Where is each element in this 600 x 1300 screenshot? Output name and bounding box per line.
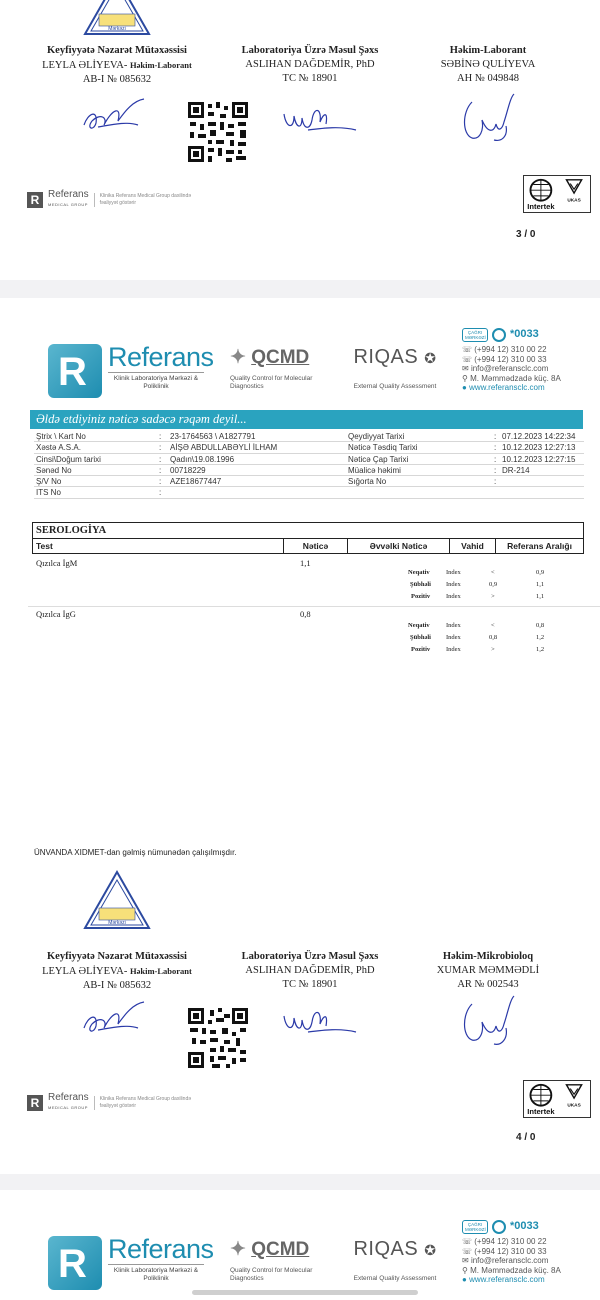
verification-qr-code xyxy=(186,100,250,164)
info-row: Ştrix \ Kart No : 23-1764563 \ A1827791 Qeydiyyat Tarixi : 07.12.2023 14:22:34 xyxy=(34,431,584,442)
signer-role: Laboratoriya Üzrə Məsul Şəxs xyxy=(241,45,379,56)
address: M. Məmmədzadə küç. 8A xyxy=(470,1265,561,1275)
test-value: 0,8 xyxy=(300,609,311,619)
signer-quality-specialist xyxy=(22,950,212,993)
intertek-ukas-badge xyxy=(523,175,591,213)
page-scrollbar[interactable] xyxy=(192,1290,418,1295)
range-high: 0,9 xyxy=(536,569,545,576)
range-high: 1,2 xyxy=(536,634,545,641)
brand-name: Referans xyxy=(108,342,214,372)
email-link[interactable]: info@referansclc.com xyxy=(470,1256,549,1265)
contact-block: ÇAĞRI MƏRKƏZİ *0033 ☏ (+994 12) 310 00 22 ☏ (+994 12) 310 00 33 ✉ info@referansclc.com ⚲ M. Məmmədzadə küç. 8A ● www.referansclc.com xyxy=(462,328,561,392)
intertek-text: Intertek xyxy=(527,1107,555,1117)
hotline-number: *0033 xyxy=(510,328,539,341)
footer-brand: Referans xyxy=(48,189,89,200)
range-unit: Index xyxy=(446,646,461,653)
signer-role: Keyfiyyətə Nəzarət Mütəxəssisi xyxy=(47,951,187,962)
signer-name: ASLIHAN DAĞDEMİR, PhD xyxy=(245,965,375,976)
qcmd-title: QCMD xyxy=(251,1239,310,1260)
range-unit: Index xyxy=(446,593,461,600)
riqas-subtitle: External Quality Assessment xyxy=(353,1275,437,1282)
test-name: Qızılca İgG xyxy=(36,609,76,619)
phone-1: (+994 12) 310 00 22 xyxy=(474,345,547,354)
range-low: 0,9 xyxy=(489,581,498,588)
range-op: > xyxy=(491,593,495,600)
hotline-number: *0033 xyxy=(510,1220,539,1233)
brand-name: Referans xyxy=(108,1234,214,1264)
info-row: Ş/V No : AZE18677447 Sığorta No : xyxy=(34,476,584,487)
slogan-banner: Əldə etdiyiniz nəticə sadəcə rəqəm deyil... xyxy=(30,410,583,429)
range-high: 1,1 xyxy=(536,593,545,600)
signature-leyla xyxy=(78,998,150,1040)
range-low: 0,8 xyxy=(489,634,498,641)
range-label: Neqativ xyxy=(408,622,430,629)
info-row: ITS No : xyxy=(34,487,584,498)
qcmd-title: QCMD xyxy=(251,347,310,368)
website-link[interactable]: www.referansclc.com xyxy=(469,383,545,392)
row-divider xyxy=(28,606,600,607)
qcmd-logo: ✦ QCMD Quality Control for Molecular Diagnostics xyxy=(230,1238,320,1283)
signer-role: Keyfiyyətə Nəzarət Mütəxəssisi xyxy=(47,45,187,56)
svg-text:Mərkəzi: Mərkəzi xyxy=(108,26,126,32)
range-label: Pozitiv xyxy=(411,593,431,600)
referans-logo-icon: R xyxy=(48,1236,102,1290)
riqas-title: RIQAS xyxy=(353,1238,419,1260)
range-op: < xyxy=(491,569,495,576)
page-number: 4 / 0 xyxy=(516,1132,536,1143)
signer-role: Həkim-Mikrobioloq xyxy=(442,951,534,962)
hotline xyxy=(462,1220,561,1234)
page-number: 3 / 0 xyxy=(516,229,536,240)
test-name: Qızılca İgM xyxy=(36,558,78,568)
range-op: < xyxy=(491,622,495,629)
signer-name: ASLIHAN DAĞDEMİR, PhD xyxy=(245,59,375,70)
verification-qr-code xyxy=(186,1006,250,1070)
signature-xumar xyxy=(458,992,522,1052)
range-op: > xyxy=(491,646,495,653)
hotline xyxy=(462,328,561,342)
footer-referans-logo xyxy=(27,1093,200,1113)
signer-license: TC № 18901 xyxy=(282,979,338,990)
range-unit: Index xyxy=(446,581,461,588)
phone-icon xyxy=(492,328,506,342)
brand-subtitle: Klinik Laboratoriya Mərkəzi & Poliklinik xyxy=(108,372,204,391)
qcmd-subtitle: Quality Control for Molecular Diagnostics xyxy=(230,375,313,390)
info-row: Cinsi\Doğum tarixi : Qadın\19.08.1996 Nəticə Çap Tarixi : 10.12.2023 12:27:15 xyxy=(34,454,584,465)
hotline-tag: ÇAĞRI MƏRKƏZİ xyxy=(462,1220,488,1234)
address: M. Məmmədzadə küç. 8A xyxy=(470,373,561,383)
signer-license: AB-I № 085632 xyxy=(82,980,152,991)
qcmd-logo: ✦ QCMD Quality Control for Molecular Diagnostics xyxy=(230,346,320,391)
report-page-3 xyxy=(0,0,600,280)
referans-logo-icon: R xyxy=(27,1095,43,1111)
qcmd-subtitle: Quality Control for Molecular Diagnostics xyxy=(230,1267,313,1282)
signer-license: TC № 18901 xyxy=(282,73,338,84)
range-unit: Index xyxy=(446,622,461,629)
signer-license: AB-I № 085632 xyxy=(82,74,152,85)
website-link[interactable]: www.referansclc.com xyxy=(469,1275,545,1284)
signer-name: XUMAR MƏMMƏDLİ xyxy=(436,965,540,976)
svg-text:Mərkəzi: Mərkəzi xyxy=(108,920,126,926)
quality-control-center-seal xyxy=(83,0,151,36)
signer-name-suffix: Həkim-Laborant xyxy=(130,966,192,976)
col-result: Nəticə xyxy=(283,539,347,553)
footer-clinic-text: Klinika Referans Medical Group daxilində fəaliyyət göstərir xyxy=(99,193,192,206)
info-row: Xəstə A.S.A. : AİŞƏ ABDULLABƏYLİ İLHAM Nəticə Təsdiq Tarixi : 10.12.2023 12:27:13 xyxy=(34,442,584,453)
signer-physician-lab xyxy=(393,44,583,86)
signer-lab-responsible xyxy=(215,950,405,992)
riqas-title: RIQAS xyxy=(353,346,419,368)
signature-aslihan xyxy=(280,1002,360,1042)
signer-name: LEYLA ƏLİYEVA- xyxy=(42,60,128,71)
range-high: 1,2 xyxy=(536,646,545,653)
footer-brand-sub: MEDICAL GROUP xyxy=(48,202,88,207)
signer-name: LEYLA ƏLİYEVA- xyxy=(42,966,128,977)
riqas-subtitle: External Quality Assessment xyxy=(353,383,437,390)
signer-role: Laboratoriya Üzrə Məsul Şəxs xyxy=(241,951,379,962)
range-label: Pozitiv xyxy=(411,646,431,653)
brand-subtitle: Klinik Laboratoriya Mərkəzi & Poliklinik xyxy=(108,1264,204,1283)
signature-aslihan xyxy=(280,100,360,140)
signer-lab-responsible xyxy=(215,44,405,86)
footer-clinic-text: Klinika Referans Medical Group daxilində fəaliyyət göstərir xyxy=(99,1096,192,1109)
referans-logo-icon: R xyxy=(48,344,102,398)
phone-2: (+994 12) 310 00 33 xyxy=(474,354,547,364)
phone-2: (+994 12) 310 00 33 xyxy=(474,1246,547,1256)
quality-control-center-seal xyxy=(83,870,151,930)
footer-referans-logo xyxy=(27,190,200,210)
signer-name-suffix: Həkim-Laborant xyxy=(130,60,192,70)
email-link[interactable]: info@referansclc.com xyxy=(470,364,549,373)
signer-microbiologist xyxy=(393,950,583,992)
signer-role: Həkim-Laborant xyxy=(449,45,527,56)
signer-license: AH № 049848 xyxy=(457,73,519,84)
footer-brand: Referans xyxy=(48,1092,89,1103)
range-unit: Index xyxy=(446,569,461,576)
col-reference: Referans Aralığı xyxy=(495,539,583,553)
range-high: 1,1 xyxy=(536,581,545,588)
signer-quality-specialist xyxy=(22,44,212,87)
riqas-logo xyxy=(340,1238,450,1282)
signer-name: SƏBİNƏ QULİYEVA xyxy=(440,59,536,70)
phone-1: (+994 12) 310 00 22 xyxy=(474,1237,547,1246)
range-label: Şübhəli xyxy=(410,581,431,588)
report-page-5 xyxy=(0,1190,600,1300)
test-value: 1,1 xyxy=(300,558,311,568)
report-page-4 xyxy=(0,298,600,1174)
ukas-text: UKAS xyxy=(567,198,581,204)
col-test: Test xyxy=(36,541,53,551)
signature-sabina xyxy=(458,90,522,148)
col-unit: Vahid xyxy=(449,539,495,553)
footer-brand-sub: MEDICAL GROUP xyxy=(48,1105,88,1110)
patient-info-table xyxy=(34,431,584,499)
signature-leyla xyxy=(78,95,150,137)
range-unit: Index xyxy=(446,634,461,641)
referans-logo-icon: R xyxy=(27,192,43,208)
info-row: Sənəd No : 00718229 Müalicə həkimi : DR-214 xyxy=(34,465,584,476)
riqas-icon: ✪ xyxy=(424,350,437,366)
contact-block: ÇAĞRI MƏRKƏZİ *0033 ☏ (+994 12) 310 00 22 ☏ (+994 12) 310 00 33 ✉ info@referansclc.com ⚲ M. Məmmədzadə küç. 8A ● www.referansclc.com xyxy=(462,1220,561,1284)
hotline-tag: ÇAĞRI MƏRKƏZİ xyxy=(462,328,488,342)
range-label: Neqativ xyxy=(408,569,430,576)
intertek-ukas-badge xyxy=(523,1080,591,1118)
section-title: SEROLOGİYA xyxy=(33,523,583,539)
col-previous: Əvvəlki Nəticə xyxy=(347,539,449,553)
phone-icon xyxy=(492,1220,506,1234)
riqas-logo xyxy=(340,346,450,390)
range-high: 0,8 xyxy=(536,622,545,629)
intertek-text: Intertek xyxy=(527,202,555,212)
signer-license: AR № 002543 xyxy=(457,979,519,990)
sample-source-note: ÜNVANDA XIDMET-dan gəlmiş nümunədən çalışılmışdır. xyxy=(34,848,237,857)
range-label: Şübhəli xyxy=(410,634,431,641)
ukas-text: UKAS xyxy=(567,1103,581,1109)
results-table xyxy=(32,522,584,554)
riqas-icon: ✪ xyxy=(424,1242,437,1258)
results-header-row xyxy=(33,539,583,553)
